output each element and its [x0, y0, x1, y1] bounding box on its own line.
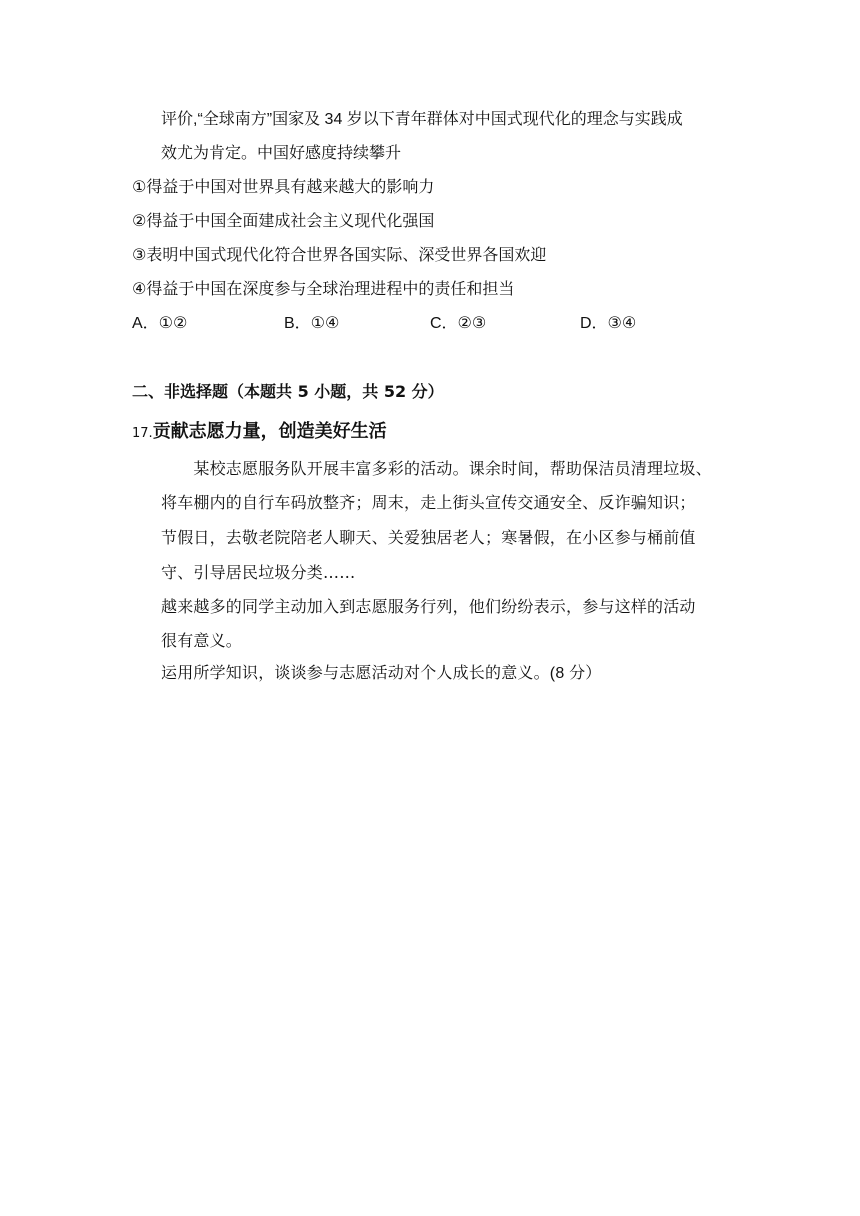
q17-title	[132, 420, 387, 446]
option-b: B．①④	[284, 315, 340, 332]
q16-statement-2: ②得益于中国全面建成社会主义现代化强国	[132, 213, 435, 230]
q17-title-text: 贡献志愿力量，创造美好生活	[152, 421, 387, 442]
q17-passage-line5: 越来越多的同学主动加入到志愿服务行列，他们纷纷表示，参与这样的活动	[161, 597, 696, 616]
option-d: D．③④	[580, 315, 637, 332]
q17-number: 17.	[132, 426, 153, 441]
q17-passage-line1: 某校志愿服务队开展丰富多彩的活动。课余时间，帮助保洁员清理垃圾、	[161, 459, 712, 478]
q16-stem-line1: 评价,“全球南方”国家及 34 岁以下青年群体对中国式现代化的理念与实践成	[161, 111, 683, 128]
q16-options	[132, 313, 732, 335]
q16-statement-4: ④得益于中国在深度参与全球治理进程中的责任和担当	[132, 281, 515, 298]
q17-passage-line3: 节假日，去敬老院陪老人聊天、关爱独居老人；寒暑假，在小区参与桶前值	[161, 528, 696, 547]
q17-passage-line6: 很有意义。	[161, 631, 243, 650]
q16-stem-line2: 效尤为肯定。中国好感度持续攀升	[161, 145, 402, 162]
section-title: 二、非选择题（本题共 5 小题，共 52 分）	[132, 382, 444, 401]
q17-prompt: 运用所学知识，谈谈参与志愿活动对个人成长的意义。(8 分）	[161, 665, 602, 682]
q16-statement-3: ③表明中国式现代化符合世界各国实际、深受世界各国欢迎	[132, 247, 547, 264]
option-a: A．①②	[132, 315, 188, 332]
q17-passage-line2: 将车棚内的自行车码放整齐；周末，走上街头宣传交通安全、反诈骗知识；	[161, 493, 696, 512]
q16-statement-1: ①得益于中国对世界具有越来越大的影响力	[132, 179, 435, 196]
q17-passage-line4: 守、引导居民垃圾分类……	[161, 563, 356, 582]
option-c: C．②③	[430, 315, 487, 332]
